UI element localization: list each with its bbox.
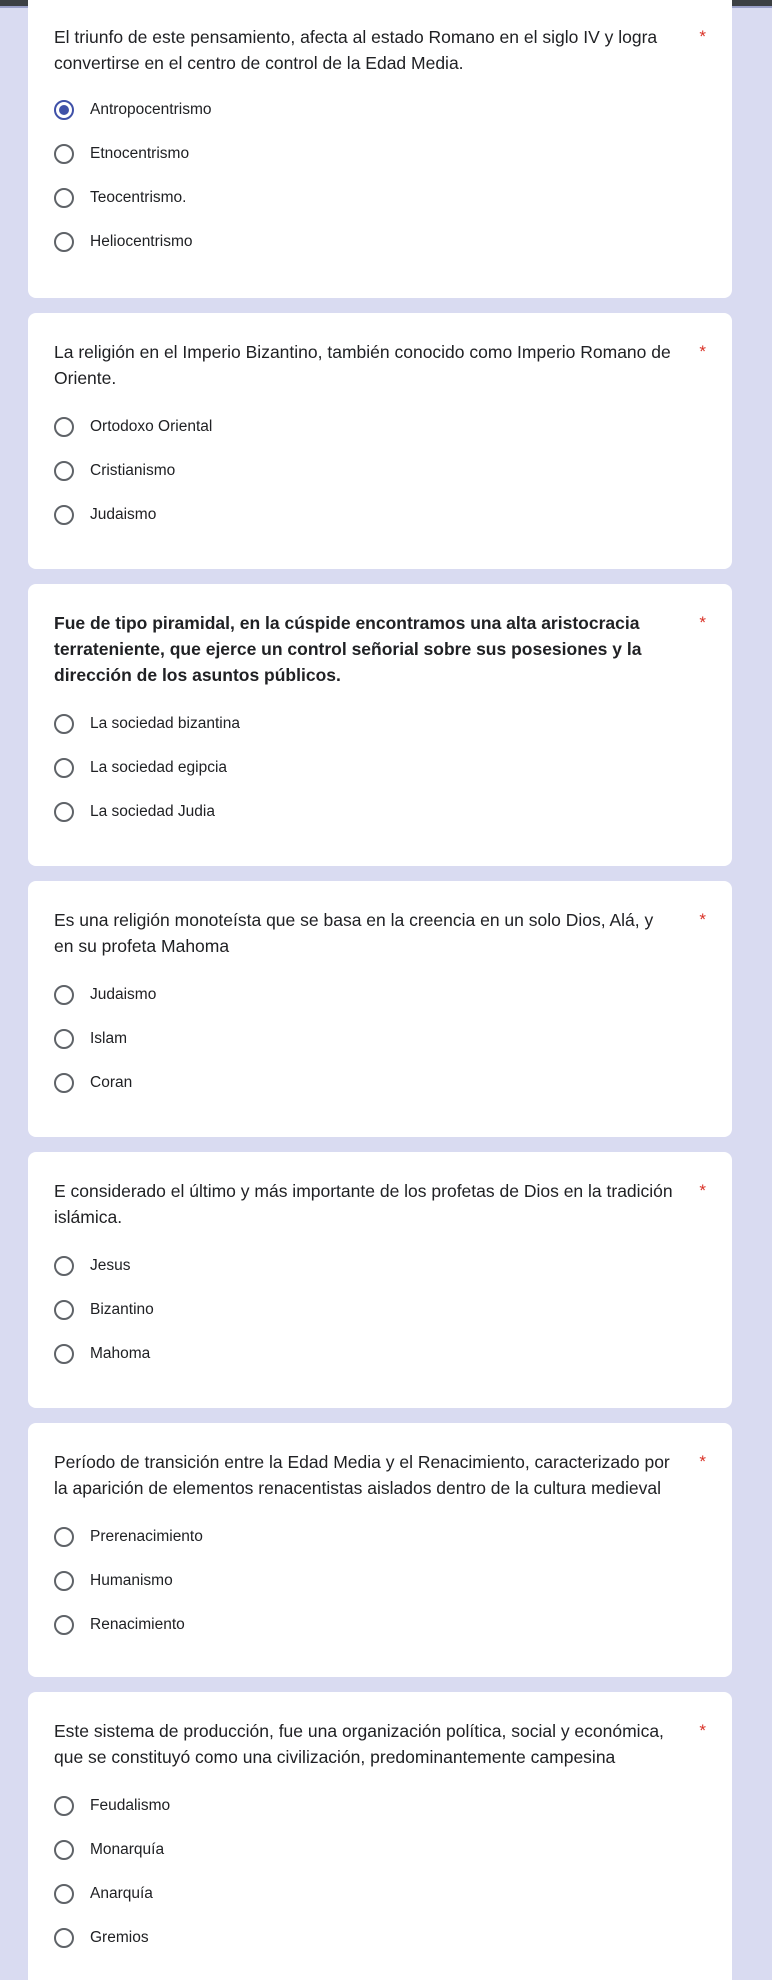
question-text: El triunfo de este pensamiento, afecta al estado Romano en el siglo IV y logra convertirse en el centro de control de la Edad Media. [54, 27, 658, 73]
question-text: E considerado el último y más importante de los profetas de Dios en la tradición islámica. [54, 1181, 673, 1227]
radio-icon[interactable] [54, 1029, 74, 1049]
radio-icon[interactable] [54, 188, 74, 208]
question-title [54, 339, 706, 391]
option-judaismo[interactable] [54, 973, 706, 1017]
option-label: Humanismo [90, 1572, 173, 1589]
question-title [54, 1449, 706, 1501]
radio-icon[interactable] [54, 1796, 74, 1816]
option-antropocentrismo[interactable] [54, 88, 706, 132]
option-label: Jesus [90, 1257, 131, 1274]
option-label: Teocentrismo. [90, 189, 187, 206]
option-label: Feudalismo [90, 1797, 171, 1814]
option-label: Bizantino [90, 1301, 154, 1318]
option-teocentrismo[interactable] [54, 176, 706, 220]
option-etnocentrismo[interactable] [54, 132, 706, 176]
question-title [54, 1178, 706, 1230]
option-label: Judaismo [90, 506, 157, 523]
option-cristianismo[interactable] [54, 449, 706, 493]
radio-icon[interactable] [54, 985, 74, 1005]
option-label: Ortodoxo Oriental [90, 418, 213, 435]
radio-icon[interactable] [54, 417, 74, 437]
required-asterisk: * [699, 342, 706, 361]
radio-icon[interactable] [54, 1840, 74, 1860]
question-card-1 [28, 0, 732, 298]
option-mahoma[interactable] [54, 1332, 706, 1376]
option-label: Cristianismo [90, 462, 176, 479]
option-label: Monarquía [90, 1841, 165, 1858]
question-text: Período de transición entre la Edad Media y el Renacimiento, caracterizado por la aparición de elementos renacentistas aislados dentro de la cultura medieval [54, 1452, 670, 1498]
radio-icon[interactable] [54, 758, 74, 778]
radio-icon[interactable] [54, 1884, 74, 1904]
option-label: Judaismo [90, 986, 157, 1003]
question-title [54, 610, 706, 688]
option-label: Etnocentrismo [90, 145, 190, 162]
radio-icon[interactable] [54, 1615, 74, 1635]
option-monarquia[interactable] [54, 1828, 706, 1872]
option-label: Mahoma [90, 1345, 151, 1362]
option-label: Prerenacimiento [90, 1528, 203, 1545]
option-judaismo[interactable] [54, 493, 706, 537]
radio-icon[interactable] [54, 1300, 74, 1320]
radio-icon[interactable] [54, 1073, 74, 1093]
required-asterisk: * [699, 613, 706, 632]
radio-icon[interactable] [54, 461, 74, 481]
radio-icon[interactable] [54, 1256, 74, 1276]
option-label: Gremios [90, 1929, 149, 1946]
question-card-2 [28, 313, 732, 569]
required-asterisk: * [699, 27, 706, 46]
option-label: La sociedad Judia [90, 803, 215, 820]
radio-icon[interactable] [54, 1344, 74, 1364]
option-sociedad-egipcia[interactable] [54, 746, 706, 790]
radio-icon[interactable] [54, 1928, 74, 1948]
option-heliocentrismo[interactable] [54, 220, 706, 264]
option-feudalismo[interactable] [54, 1784, 706, 1828]
required-asterisk: * [699, 1721, 706, 1740]
question-title [54, 1718, 706, 1770]
option-gremios[interactable] [54, 1916, 706, 1960]
required-asterisk: * [699, 910, 706, 929]
option-label: Islam [90, 1030, 128, 1047]
option-jesus[interactable] [54, 1244, 706, 1288]
question-card-5 [28, 1152, 732, 1408]
option-sociedad-bizantina[interactable] [54, 702, 706, 746]
question-text: La religión en el Imperio Bizantino, también conocido como Imperio Romano de Oriente. [54, 342, 671, 388]
option-bizantino[interactable] [54, 1288, 706, 1332]
question-text: Fue de tipo piramidal, en la cúspide encontramos una alta aristocracia terrateniente, que ejerce un control señorial sobre sus posesiones y la dirección de los asuntos públicos. [54, 613, 642, 685]
radio-icon[interactable] [54, 1571, 74, 1591]
option-humanismo[interactable] [54, 1559, 706, 1603]
option-label: Anarquía [90, 1885, 153, 1902]
option-label: La sociedad egipcia [90, 759, 228, 776]
radio-icon[interactable] [54, 714, 74, 734]
option-label: Coran [90, 1074, 133, 1091]
question-card-7 [28, 1692, 732, 1980]
question-card-4 [28, 881, 732, 1137]
question-text: Este sistema de producción, fue una organización política, social y económica, que se constituyó como una civilización, predominantemente campesina [54, 1721, 664, 1767]
required-asterisk: * [699, 1452, 706, 1471]
question-title [54, 24, 706, 76]
radio-icon[interactable] [54, 232, 74, 252]
question-card-3 [28, 584, 732, 866]
option-label: La sociedad bizantina [90, 715, 240, 732]
radio-icon[interactable] [54, 1527, 74, 1547]
option-islam[interactable] [54, 1017, 706, 1061]
question-title [54, 907, 706, 959]
option-anarquia[interactable] [54, 1872, 706, 1916]
radio-icon[interactable] [54, 505, 74, 525]
radio-icon[interactable] [54, 802, 74, 822]
question-card-6 [28, 1423, 732, 1677]
question-text: Es una religión monoteísta que se basa en la creencia en un solo Dios, Alá, y en su profeta Mahoma [54, 910, 654, 956]
required-asterisk: * [699, 1181, 706, 1200]
option-label: Heliocentrismo [90, 233, 193, 250]
option-renacimiento[interactable] [54, 1603, 706, 1647]
option-ortodoxo-oriental[interactable] [54, 405, 706, 449]
option-label: Antropocentrismo [90, 101, 212, 118]
option-sociedad-judia[interactable] [54, 790, 706, 834]
option-label: Renacimiento [90, 1616, 185, 1633]
radio-icon[interactable] [54, 144, 74, 164]
option-prerenacimiento[interactable] [54, 1515, 706, 1559]
option-coran[interactable] [54, 1061, 706, 1105]
radio-checked-icon[interactable] [54, 100, 74, 120]
